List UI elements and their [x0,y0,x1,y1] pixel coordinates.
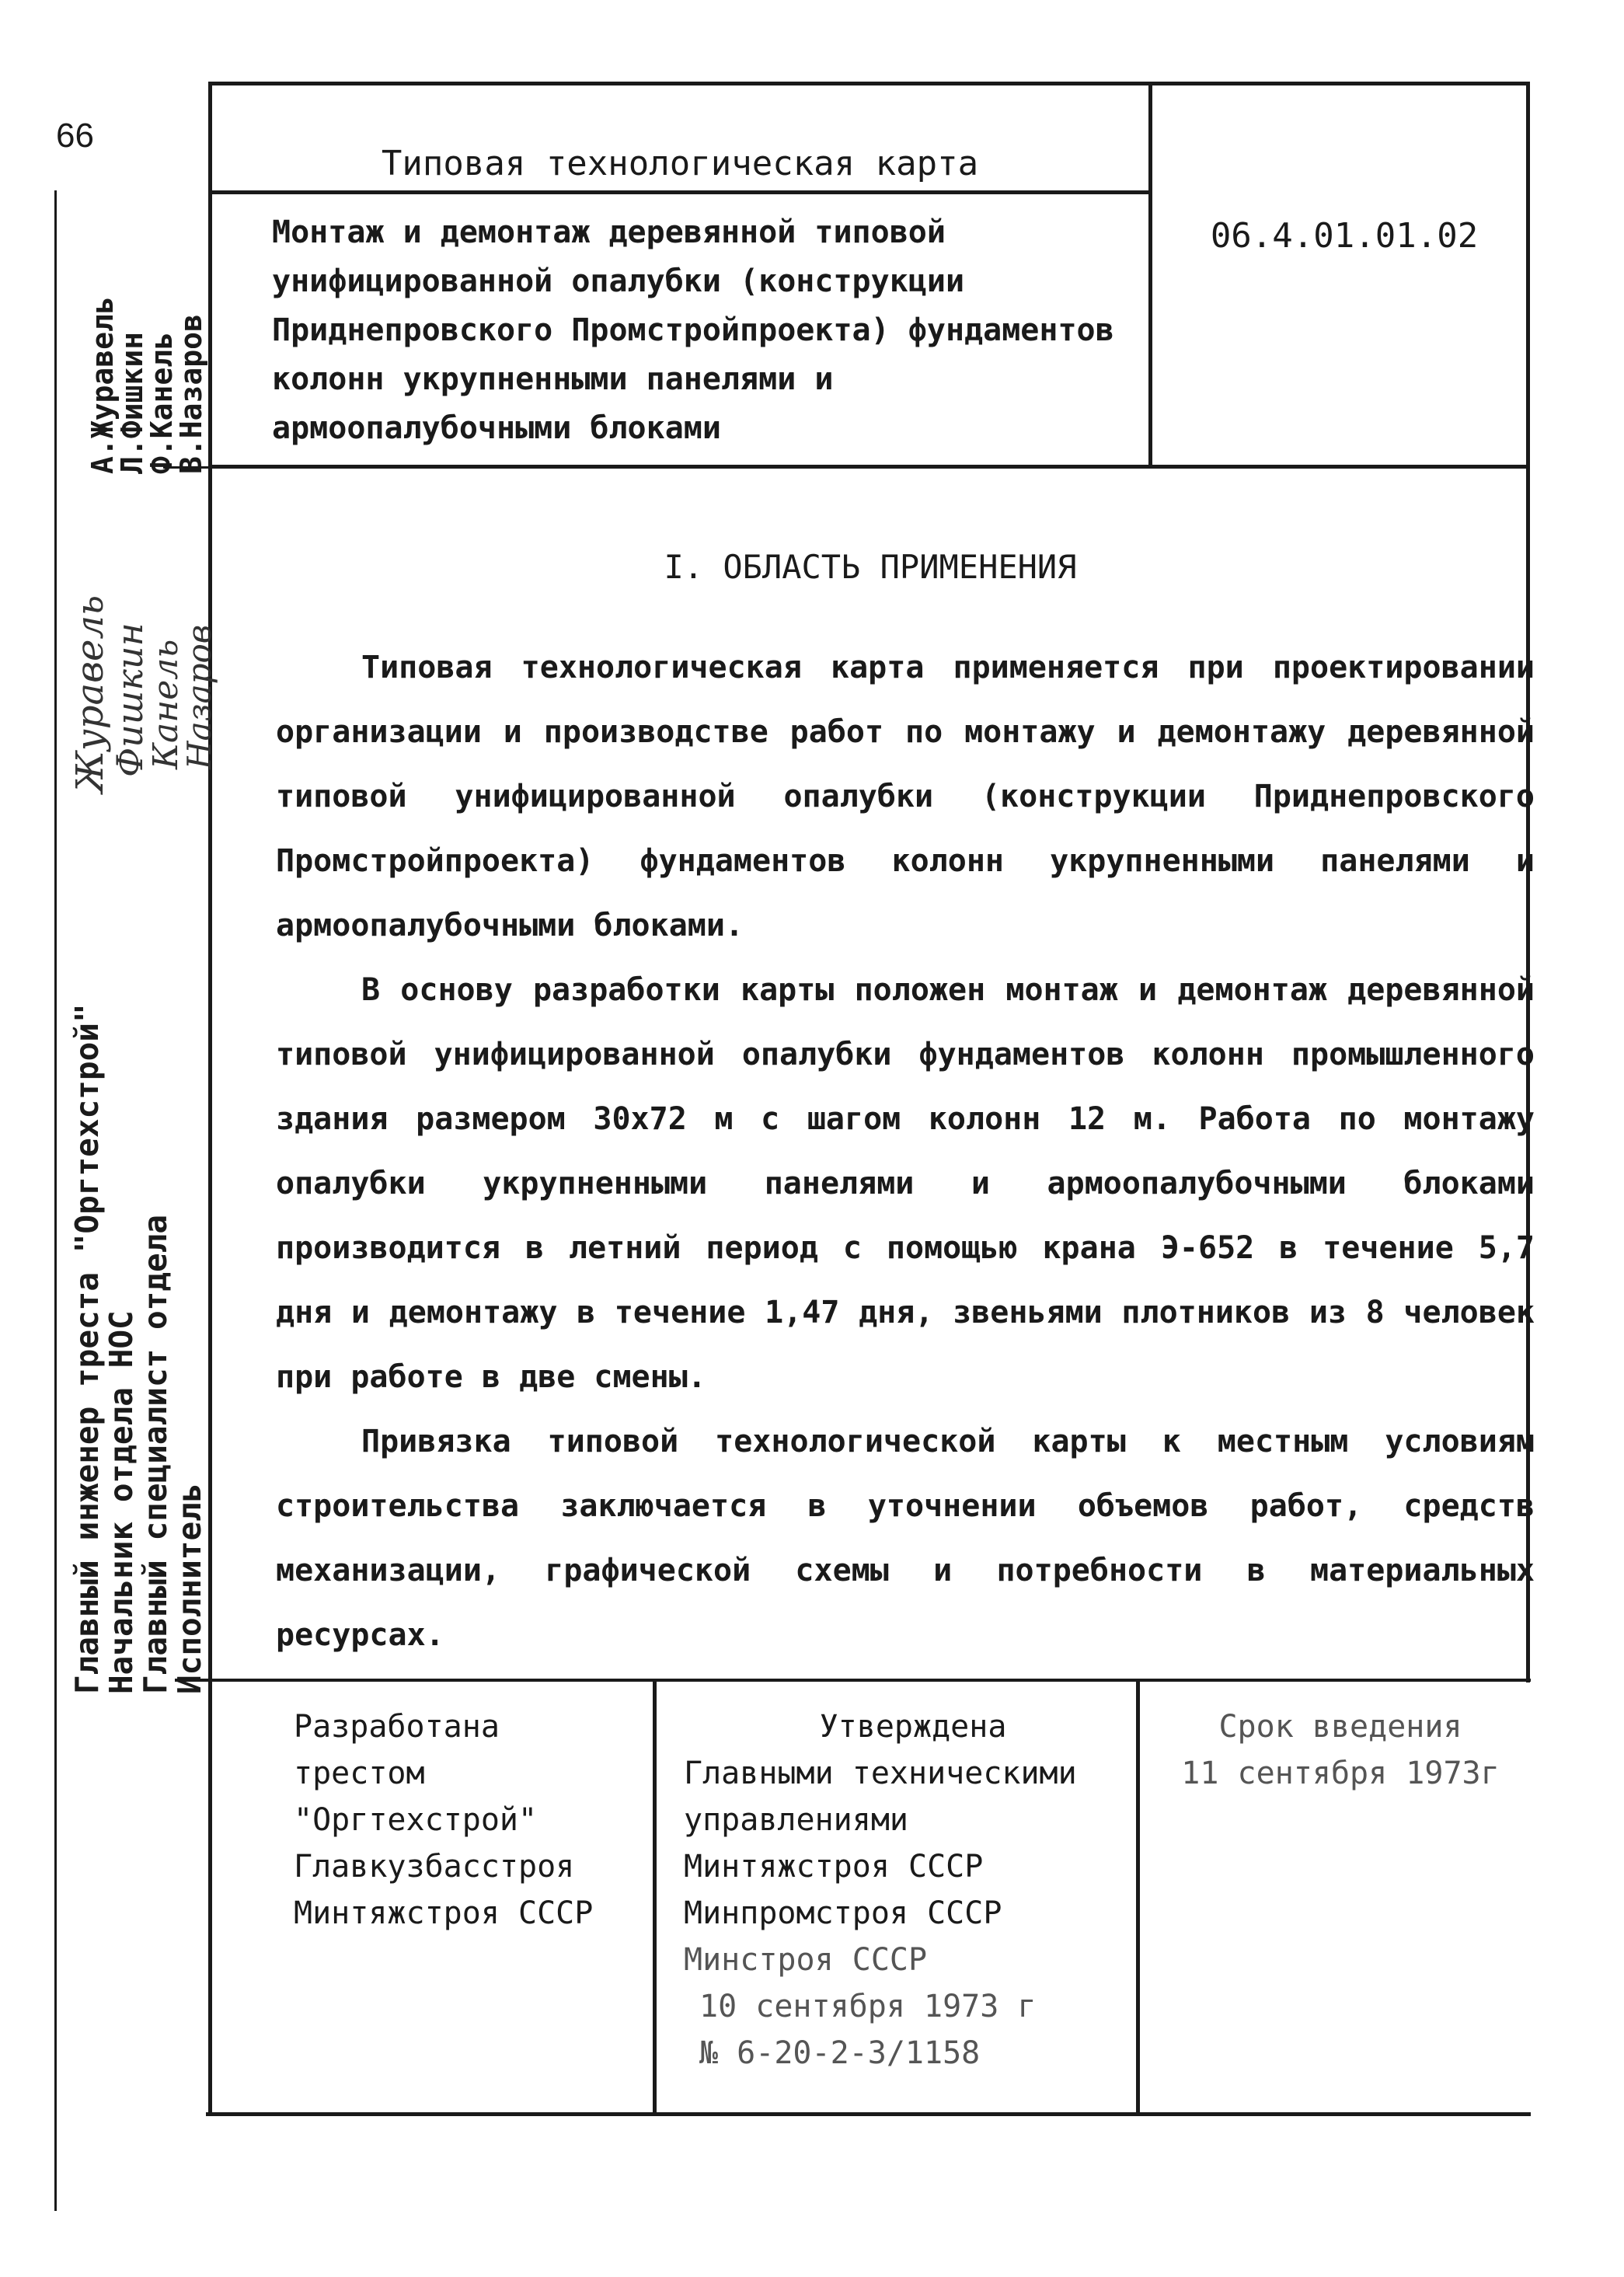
signature-4: Назаров [180,624,218,769]
header-middle-line [1148,82,1152,466]
doc-title: Монтаж и демонтаж деревянной типовой унифицированной опалубки (конструкции Приднепровского Промстройпроекта) фундаментов колонн укрупненными панелями и армоопалубочными блоками [272,214,1114,446]
page-number: 66 [56,117,94,155]
side-role-4: Исполнитель [171,1483,208,1694]
introduction-label: Срок введения [1218,1709,1462,1745]
approved-line-6: Минстроя СССР [684,1942,928,1978]
frame-bottom-line [206,2112,1531,2116]
side-name-4: В.Назаров [174,314,208,474]
approved-line-3: управлениями [684,1802,908,1838]
paragraph-1: Типовая технологическая карта применяется при проектировании организации и производстве работ по монтажу и демонтажу деревянной типовой унифицированной опалубки (конструкции Приднепровского Промстройпроекта) фундаментов колонн укрупненными панелями и армоопалубочными блоками. [276,650,1535,943]
side-role-2: Начальник отдела НОС [103,1310,140,1694]
approved-line-4: Минтяжстроя СССР [684,1849,984,1885]
paragraph-3: Привязка типовой технологической карты к местным условиям строительства заключается в уточнении объемов работ, средств механизации, графической схемы и потребности в материальных ресурсах. [276,1424,1535,1653]
footer-divider-1 [653,1679,657,2115]
section-heading: I. ОБЛАСТЬ ПРИМЕНЕНИЯ [664,548,1077,586]
signature-3: Канель [146,639,186,769]
approved-by-block [684,1703,1142,2076]
side-name-1: А.Журавель [85,296,120,474]
developed-line-4: Главкузбасстроя [294,1849,575,1885]
side-role-3: Главный специалист отдела [137,1214,174,1694]
header-bottom-line [211,465,1528,469]
doc-code: 06.4.01.01.02 [1210,216,1479,256]
approved-date: 10 сентября 1973 г [699,1989,1037,2024]
margin-line [54,190,57,2211]
approved-number: № 6-20-2-3/1158 [699,2035,981,2071]
side-role-1: Главный инженер треста "Оргтехстрой" [68,1003,106,1694]
developed-line-5: Минтяжстроя СССР [294,1895,594,1931]
signature-2: Фишкин [109,622,151,777]
introduction-date: 11 сентября 1973г [1181,1756,1500,1791]
developed-line-1: Разработана [294,1709,500,1745]
approved-line-1: Утверждена [819,1709,1007,1745]
frame-left-line [208,82,212,2116]
approved-line-2: Главными техническими [684,1756,1077,1791]
doc-type-title: Типовая технологическая карта [381,144,979,183]
introduction-date-block [1158,1703,1523,1797]
footer-top-line [175,1679,1531,1682]
developed-line-2: трестом [294,1756,425,1791]
signature-1: Журавель [68,595,112,793]
side-name-2: Л.Фишкин [115,331,149,474]
approved-line-5: Минпромстроя СССР [684,1895,1002,1931]
developed-line-3: "Оргтехстрой" [294,1802,538,1838]
developed-by-block [294,1703,651,1937]
frame-top-line [211,82,1528,85]
title-divider-line [211,190,1150,194]
section-body [276,636,1535,1668]
side-name-3: Ф.Канель [145,331,179,474]
paragraph-2: В основу разработки карты положен монтаж и демонтаж деревянной типовой унифицированной опалубки фундаментов колонн промышленного здания размером 30х72 м с шагом колонн 12 м. Работа по монтажу опалубки укрупненными панелями и армоопалубочными блоками производится в летний период с помощью крана Э-652 в течение 5,7 дня и демонтажу в течение 1,47 дня, звеньями плотников из 8 человек при работе в две смены. [276,972,1535,1395]
